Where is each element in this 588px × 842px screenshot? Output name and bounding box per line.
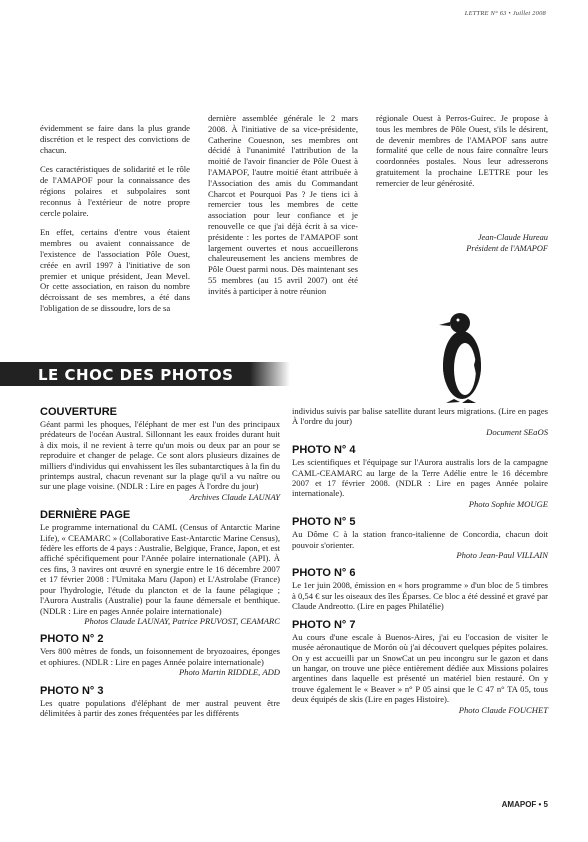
photo-credit: Archives Claude LAUNAY [189, 491, 280, 502]
paragraph: régionale Ouest à Perros-Guirec. Je propose à tous les membres de Pôle Ouest, s'ils le désirent, de devenir membres de l'AMAPOF sans autre formalité que celle de nous faire connaître leurs coordonnées postales. Nous leur adresserons gratuitement la prochaine LETTRE pour les remercier de leur générosité. [376, 113, 548, 188]
signature-title: Président de l'AMAPOF [466, 243, 548, 253]
caption-heading-couverture: COUVERTURE [40, 406, 118, 418]
caption-heading-photo-2: PHOTO N° 2 [40, 633, 104, 646]
running-header: LETTRE N° 63 • Juillet 2008 [464, 10, 546, 17]
photo-credit: Document SEaOS [486, 426, 548, 437]
caption-heading-photo-4: PHOTO N° 4 [292, 444, 356, 457]
penguin-icon [432, 305, 488, 405]
photo-credit: Photo Jean-Paul VILLAIN [456, 550, 548, 561]
caption-heading-photo-5: PHOTO N° 5 [292, 516, 356, 529]
caption-text: Les scientifiques et l'équipage sur l'Aurora australis lors de la campagne CAML-CEAMARC au large de la Terre Adélie entre le 16 décembre 2007 et 17 février 2008. (NDLR : Lire en pages Année polaire internationale). [292, 457, 548, 499]
caption-text: Le programme international du CAML (Census of Antarctic Marine Life), « CEAMARC » (Collaborative East-Antarctic Marine Census), fédère les efforts de 4 pays : Australie, Belgique, France, Japon, et est affiché spécifiquement pour l'Année polaire internationale (API). À ces fins, 3 navires ont œuvré en synergie entre le 16 décembre 2007 et 17 février 2008 : l'Umitaka Maru (Japon) et L'Astrolabe (France) pour l'hydrologie, l'étude du plancton et de la faune pélagique ; l'Aurora Australis (Australie) pour la faune démersale et benthique. (NDLR : Lire en pages Année polaire internationale) [40, 522, 280, 616]
section-banner-fade [250, 362, 290, 386]
section-title: LE CHOC DES PHOTOS [38, 366, 234, 384]
captions-right-column [292, 406, 548, 715]
caption-heading-photo-6: PHOTO N° 6 [292, 567, 356, 580]
caption-text: Le 1er juin 2008, émission en « hors programme » d'un bloc de 5 timbres à 0,54 € sur les oiseaux des îles Éparses. Ce bloc a été dessiné et gravé par Claude Andreotto. (Lire en pages Philatélie) [292, 580, 548, 612]
photo-credit: Photo Martin RIDDLE, ADD [178, 667, 280, 678]
caption-text: Vers 800 mètres de fonds, un foisonnement de bryozoaires, éponges et ophiures. (NDLR : Lire en pages Année polaire internationale) [40, 646, 280, 667]
paragraph: dernière assemblée générale le 2 mars 2008. À l'initiative de sa vice-présidente, Catherine Couesnon, ses membres ont décidé à l'unanimité l'attribution de la moitié de l'avoir financier de Pôle Ouest à l'AMAPOF, l'autre moitié étant attribuée à l'Association des amis du Commandant Charcot et Pourquoi Pas ? Je tiens ici à remercier tous les membres de cette association pour leur confiance et je renouvelle ce que j'ai déjà écrit à sa vice-présidente : les portes de l'AMAPOF sont largement ouvertes et nous accueillerons chaleureusement les anciens membres de Pôle Ouest parmi nous. Dès maintenant ses 55 membres (au 15 avril 2007) ont été invités à participer à notre réunion [208, 113, 358, 296]
caption-heading-derniere-page: DERNIÈRE PAGE [40, 509, 131, 522]
caption-text: individus suivis par balise satellite durant leurs migrations. (Lire en pages À l'ordre du jour) [292, 406, 548, 427]
paragraph: En effet, certains d'entre vous étaient membres ou avaient connaissance de l'existence de l'association Pôle Ouest, créée en avril 1997 à l'initiative de son premier et unique président, Jean Mevel. Or cette association, en raison du nombre décroissant de ses membres, a été dans l'obligation de se dissoudre, lors de sa [40, 227, 190, 313]
caption-text: Au cours d'une escale à Buenos-Aires, j'ai eu l'occasion de visiter le musée aéronautique de Morón où j'ai découvert quelques pépites polaires. On y est accueilli par un SnowCat un peu incongru sur le gazon et dans un hangar, on trouve une pièce entièrement dédiée aux Missions polaires argentines dans laquelle est présenté un matériel bien restauré. On y trouve également le « Beaver » n° P 05 ainsi que le C 47 n° TA 05, tous deux équipés de skis (Lire en pages Histoire). [292, 631, 548, 705]
signature [376, 233, 548, 254]
paragraph: évidemment se faire dans la plus grande discrétion et le respect des convictions de chacun. [40, 123, 190, 155]
caption-text: Au Dôme C à la station franco-italienne de Concordia, chacun doit pouvoir s'orienter. [292, 529, 548, 550]
caption-text: Géant parmi les phoques, l'éléphant de mer est l'un des principaux prédateurs de l'océan Austral. Sillonnant les eaux froides durant huit à dix mois, il ne revient à terre qu'un mois ou deux par an pour se reproduire et changer de pelage. Ce sont alors plusieurs dizaines de milliers d'individus qui envahissent les îles subantarctiques à la fin du printemps austral, chacun revenant sur la plage qu'il a vu naître ou sur une plage voisine. (NDLR : Lire en pages À l'ordre du jour) [40, 419, 280, 492]
editorial-column-3 [376, 113, 548, 198]
page-footer: AMAPOF • 5 [501, 800, 548, 809]
editorial-column-1 [40, 123, 190, 323]
editorial-column-2 [208, 113, 358, 306]
photo-credit: Photos Claude LAUNAY, Patrice PRUVOST, CEAMARC [84, 615, 280, 626]
photo-credit: Photo Sophie MOUGE [468, 498, 548, 509]
photo-credit: Photo Claude FOUCHET [458, 704, 548, 715]
signature-name: Jean-Claude Hureau [477, 233, 548, 242]
paragraph: Ces caractéristiques de solidarité et le rôle de l'AMAPOF pour la connaissance des régions polaires et subpolaires sont reconnus à l'extérieur de notre propre cercle polaire. [40, 164, 190, 218]
caption-text: Les quatre populations d'éléphant de mer austral peuvent être délimitées à partir des zones fréquentées par les différents [40, 697, 280, 718]
caption-heading-photo-3: PHOTO N° 3 [40, 684, 104, 697]
captions-left-column [40, 406, 280, 718]
caption-heading-photo-7: PHOTO N° 7 [292, 618, 356, 631]
